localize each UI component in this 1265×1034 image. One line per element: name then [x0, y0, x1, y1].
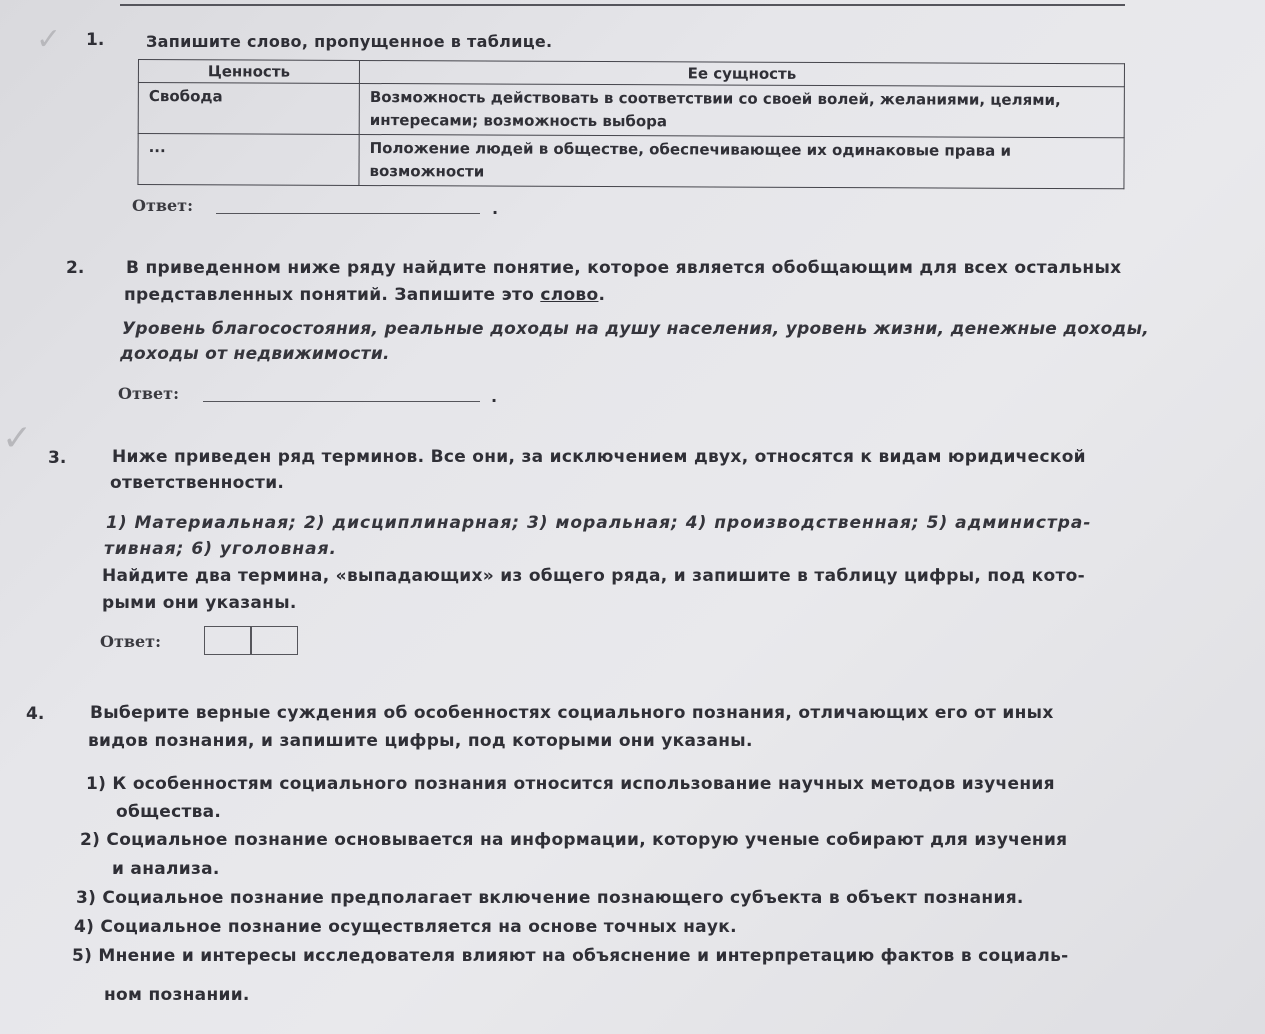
q2-number: 2. [66, 258, 85, 278]
pencil-check-icon: ✓ [2, 418, 33, 459]
q4-prompt-post: , под которыми они указаны. [454, 731, 753, 751]
q3-answer-cell-2[interactable] [251, 626, 298, 655]
q4-item-2-line2: и анализа. [112, 859, 220, 879]
q4-number: 4. [26, 704, 45, 724]
q2-answer-end: . [491, 387, 498, 406]
q2-prompt-pre: представленных понятий. Запишите это [124, 285, 541, 305]
q4-item-1-line1: 1) К особенностям социального познания относится использование научных методов изучения [86, 774, 1055, 794]
table-row [138, 134, 1124, 189]
q1-table [137, 59, 1125, 189]
q3-terms-line2: тивная; 6) уголовная. [104, 539, 338, 559]
q3-prompt-line2: ответственности. [110, 473, 285, 493]
q2-answer-field[interactable] [203, 401, 480, 402]
q4-prompt-pre: видов познания, и запишите [88, 731, 385, 751]
table-row [138, 83, 1124, 138]
table-cell: ... [138, 134, 359, 186]
q4-prompt-bold: цифры [384, 731, 455, 751]
q1-number: 1. [86, 30, 105, 50]
q4-item-1-line2: общества. [116, 802, 222, 822]
table-cell: Возможность действовать в соответствии со своей волей, желаниями, целями, интересами; возможность выбора [359, 83, 1124, 137]
q3-prompt-line1: Ниже приведен ряд терминов. Все они, за исключением двух, относятся к видам юридической [112, 447, 1086, 467]
q1-answer-field[interactable] [216, 213, 480, 214]
q4-item-5-line2: ном познании. [104, 985, 250, 1005]
q4-item-2-line1: 2) Социальное познание основывается на информации, которую ученые собирают для изучения [80, 830, 1068, 850]
q2-prompt-post: . [598, 285, 606, 305]
q4-prompt-line1: Выберите верные суждения об особенностях социального познания, отличающих его от иных [90, 703, 1054, 723]
q3-number: 3. [48, 448, 67, 468]
q1-answer-label: Ответ: [132, 196, 193, 215]
q3-answer-cell-1[interactable] [204, 626, 251, 655]
q4-prompt-line2 [88, 728, 753, 755]
q3-answer-label: Ответ: [100, 632, 161, 651]
table-cell: Свобода [138, 83, 359, 135]
q3-terms-line1: 1) Материальная; 2) дисциплинарная; 3) моральная; 4) производственная; 5) администра- [106, 513, 1092, 533]
table-header-value: Ценность [138, 60, 359, 84]
q2-prompt-word: слово [540, 285, 599, 305]
q2-series-line2: доходы от недвижимости. [120, 344, 390, 364]
q1-answer-end: . [492, 199, 499, 218]
table-header-essence: Ее сущность [359, 60, 1124, 86]
q4-item-4-line1: 4) Социальное познание осуществляется на основе точных наук. [74, 917, 737, 937]
q2-answer-label: Ответ: [118, 384, 179, 403]
q2-prompt-line1: В приведенном ниже ряду найдите понятие, которое является обобщающим для всех остальных [126, 258, 1122, 278]
q4-item-3-line1: 3) Социальное познание предполагает включение познающего субъекта в объект познания. [76, 888, 1024, 908]
pencil-check-icon: ✓ [36, 22, 62, 57]
q4-item-5-line1: 5) Мнение и интересы исследователя влияют на объяснение и интерпретацию фактов в социаль- [72, 946, 1069, 966]
q3-task-line2: рыми они указаны. [102, 593, 297, 613]
q1-prompt: Запишите слово, пропущенное в таблице. [146, 32, 553, 51]
top-rule [120, 0, 1125, 6]
table-cell: Положение людей в обществе, обеспечивающее их одинаковые права и возможности [359, 134, 1124, 188]
q3-task-line1: Найдите два термина, «выпадающих» из общего ряда, и запишите в таблицу цифры, под кото- [102, 566, 1085, 586]
q2-series-line1: Уровень благосостояния, реальные доходы на душу населения, уровень жизни, денежные доходы, [122, 319, 1150, 339]
q2-prompt-line2 [124, 282, 605, 309]
